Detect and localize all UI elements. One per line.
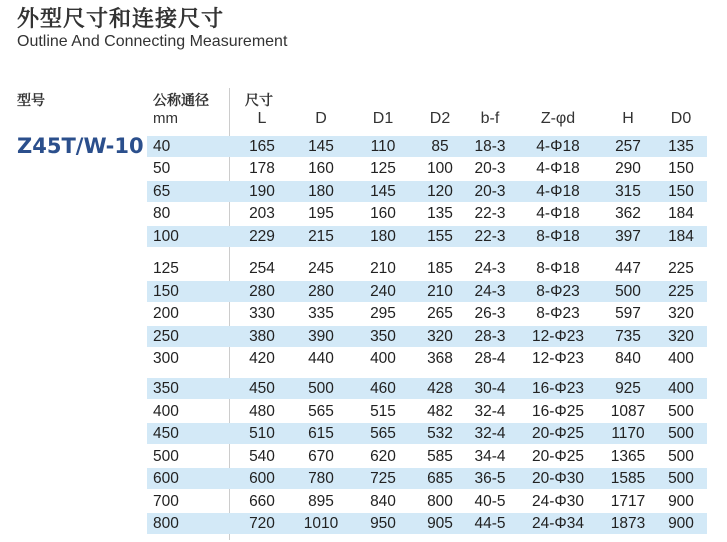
- nominal-diameter-cell: 40: [153, 138, 171, 155]
- table-cell: 1585: [610, 470, 646, 487]
- table-cell: 24-Φ30: [531, 493, 584, 510]
- column-header: D1: [372, 110, 394, 127]
- table-cell: 12-Φ23: [531, 328, 584, 345]
- table-cell: 20-Φ30: [531, 470, 584, 487]
- table-row: [147, 401, 707, 422]
- table-cell: 160: [308, 160, 334, 177]
- table-cell: 390: [308, 328, 334, 345]
- table-cell: 280: [308, 283, 334, 300]
- table-cell: 447: [615, 260, 641, 277]
- table-cell: 397: [615, 228, 641, 245]
- table-cell: 482: [427, 403, 453, 420]
- table-cell: 18-3: [474, 138, 506, 155]
- table-cell: 150: [668, 160, 694, 177]
- table-cell: 36-5: [474, 470, 506, 487]
- table-cell: 1873: [610, 515, 646, 532]
- column-header: D: [315, 110, 327, 127]
- table-cell: 20-Φ25: [531, 448, 584, 465]
- table-cell: 905: [427, 515, 453, 532]
- table-row: [147, 513, 707, 534]
- table-cell: 32-4: [474, 425, 506, 442]
- table-cell: 290: [615, 160, 641, 177]
- table-cell: 515: [370, 403, 396, 420]
- table-row: [147, 378, 707, 399]
- table-row: [147, 226, 707, 247]
- table-cell: 24-3: [474, 283, 506, 300]
- table-cell: 254: [249, 260, 275, 277]
- nominal-diameter-cell: 800: [153, 515, 179, 532]
- table-cell: 780: [308, 470, 334, 487]
- table-cell: 350: [370, 328, 396, 345]
- column-header: D0: [670, 110, 692, 127]
- nominal-diameter-cell: 700: [153, 493, 179, 510]
- table-cell: 110: [370, 138, 396, 155]
- table-cell: 165: [249, 138, 275, 155]
- table-cell: 460: [370, 380, 396, 397]
- column-header: Z-φd: [540, 110, 576, 127]
- table-cell: 500: [668, 470, 694, 487]
- table-cell: 8-Φ23: [536, 283, 580, 300]
- table-cell: 295: [370, 305, 396, 322]
- table-row: [147, 136, 707, 157]
- table-cell: 565: [308, 403, 334, 420]
- table-cell: 1717: [610, 493, 646, 510]
- table-cell: 840: [370, 493, 396, 510]
- table-cell: 28-3: [474, 328, 506, 345]
- table-cell: 1170: [611, 425, 645, 442]
- nominal-diameter-cell: 200: [153, 305, 179, 322]
- table-cell: 900: [668, 515, 694, 532]
- nominal-diameter-cell: 450: [153, 425, 179, 442]
- table-row: [147, 258, 707, 279]
- table-cell: 12-Φ23: [531, 350, 584, 367]
- table-cell: 229: [249, 228, 275, 245]
- table-cell: 16-Φ23: [531, 380, 584, 397]
- table-row: [147, 303, 707, 324]
- table-cell: 24-Φ34: [531, 515, 584, 532]
- table-cell: 265: [427, 305, 453, 322]
- table-cell: 8-Φ23: [536, 305, 580, 322]
- table-cell: 400: [668, 350, 694, 367]
- table-cell: 145: [308, 138, 334, 155]
- table-cell: 320: [427, 328, 453, 345]
- table-cell: 210: [427, 283, 453, 300]
- nominal-diameter-cell: 600: [153, 470, 179, 487]
- table-cell: 24-3: [474, 260, 506, 277]
- table-cell: 380: [249, 328, 275, 345]
- table-cell: 400: [370, 350, 396, 367]
- table-cell: 257: [615, 138, 641, 155]
- table-cell: 184: [668, 228, 694, 245]
- table-cell: 800: [427, 493, 453, 510]
- table-row: [147, 491, 707, 512]
- table-cell: 4-Φ18: [536, 183, 580, 200]
- table-row: [147, 326, 707, 347]
- table-cell: 500: [668, 448, 694, 465]
- table-cell: 245: [308, 260, 334, 277]
- table-row: [147, 158, 707, 179]
- column-header: H: [622, 110, 634, 127]
- table-cell: 720: [249, 515, 275, 532]
- table-cell: 510: [249, 425, 275, 442]
- table-cell: 16-Φ25: [531, 403, 584, 420]
- table-row: [147, 348, 707, 369]
- table-cell: 500: [615, 283, 641, 300]
- table-cell: 320: [668, 305, 694, 322]
- table-cell: 20-3: [474, 160, 506, 177]
- table-cell: 8-Φ18: [536, 228, 580, 245]
- table-cell: 900: [668, 493, 694, 510]
- table-cell: 895: [308, 493, 334, 510]
- table-cell: 145: [370, 183, 396, 200]
- table-cell: 185: [427, 260, 453, 277]
- table-cell: 660: [249, 493, 275, 510]
- table-cell: 685: [427, 470, 453, 487]
- table-cell: 532: [427, 425, 453, 442]
- table-cell: 22-3: [474, 228, 506, 245]
- nominal-diameter-cell: 125: [153, 260, 179, 277]
- nominal-diameter-cell: 250: [153, 328, 179, 345]
- table-cell: 428: [427, 380, 453, 397]
- title-english: Outline And Connecting Measurement: [17, 33, 288, 50]
- nominal-diameter-cell: 80: [153, 205, 171, 222]
- table-cell: 8-Φ18: [536, 260, 580, 277]
- table-cell: 620: [370, 448, 396, 465]
- table-row: [147, 281, 707, 302]
- table-cell: 925: [615, 380, 641, 397]
- table-cell: 615: [308, 425, 334, 442]
- header-size-label: 尺寸: [245, 93, 273, 109]
- table-cell: 600: [249, 470, 275, 487]
- table-cell: 180: [308, 183, 334, 200]
- table-cell: 362: [615, 205, 641, 222]
- table-row: [147, 181, 707, 202]
- title-chinese: 外型尺寸和连接尺寸: [17, 7, 225, 32]
- table-cell: 178: [249, 160, 275, 177]
- table-cell: 215: [308, 228, 334, 245]
- column-header: b-f: [480, 110, 500, 127]
- table-cell: 225: [668, 260, 694, 277]
- table-cell: 195: [308, 205, 334, 222]
- table-cell: 330: [249, 305, 275, 322]
- table-cell: 120: [427, 183, 453, 200]
- header-nominal-unit: mm: [153, 110, 178, 127]
- table-cell: 1010: [303, 515, 339, 532]
- nominal-diameter-cell: 65: [153, 183, 171, 200]
- nominal-diameter-cell: 150: [153, 283, 179, 300]
- nominal-diameter-cell: 100: [153, 228, 179, 245]
- table-cell: 20-Φ25: [531, 425, 584, 442]
- nominal-diameter-cell: 500: [153, 448, 179, 465]
- header-nominal-label: 公称通径: [153, 93, 209, 109]
- table-cell: 32-4: [474, 403, 506, 420]
- table-cell: 500: [668, 403, 694, 420]
- table-cell: 480: [249, 403, 275, 420]
- table-cell: 203: [249, 205, 275, 222]
- table-cell: 155: [427, 228, 453, 245]
- table-cell: 135: [427, 205, 453, 222]
- table-cell: 225: [668, 283, 694, 300]
- table-cell: 34-4: [474, 448, 506, 465]
- table-cell: 100: [427, 160, 453, 177]
- table-cell: 135: [668, 138, 694, 155]
- table-cell: 40-5: [474, 493, 506, 510]
- table-cell: 725: [370, 470, 396, 487]
- table-cell: 450: [249, 380, 275, 397]
- table-cell: 400: [668, 380, 694, 397]
- table-cell: 1365: [610, 448, 646, 465]
- table-cell: 735: [615, 328, 641, 345]
- column-header: L: [257, 110, 267, 127]
- table-cell: 180: [370, 228, 396, 245]
- table-cell: 540: [249, 448, 275, 465]
- table-cell: 585: [427, 448, 453, 465]
- table-cell: 85: [431, 138, 449, 155]
- table-cell: 280: [249, 283, 275, 300]
- table-cell: 44-5: [474, 515, 506, 532]
- table-cell: 335: [308, 305, 334, 322]
- table-cell: 4-Φ18: [536, 205, 580, 222]
- nominal-diameter-cell: 50: [153, 160, 171, 177]
- nominal-diameter-cell: 350: [153, 380, 179, 397]
- table-cell: 320: [668, 328, 694, 345]
- table-cell: 315: [615, 183, 641, 200]
- table-cell: 670: [308, 448, 334, 465]
- table-row: [147, 468, 707, 489]
- table-cell: 160: [370, 205, 396, 222]
- table-cell: 184: [668, 205, 694, 222]
- table-cell: 22-3: [474, 205, 506, 222]
- table-cell: 440: [308, 350, 334, 367]
- table-cell: 30-4: [474, 380, 506, 397]
- table-cell: 420: [249, 350, 275, 367]
- table-cell: 597: [615, 305, 641, 322]
- nominal-diameter-cell: 300: [153, 350, 179, 367]
- table-cell: 4-Φ18: [536, 138, 580, 155]
- table-cell: 950: [370, 515, 396, 532]
- table-row: [147, 423, 707, 444]
- table-cell: 565: [370, 425, 396, 442]
- table-cell: 190: [249, 183, 275, 200]
- table-cell: 210: [370, 260, 396, 277]
- table-cell: 4-Φ18: [536, 160, 580, 177]
- model-name: Z45T/W-10: [17, 134, 144, 158]
- table-cell: 20-3: [474, 183, 506, 200]
- table-cell: 150: [668, 183, 694, 200]
- table-cell: 28-4: [474, 350, 506, 367]
- table-cell: 125: [370, 160, 396, 177]
- table-cell: 26-3: [474, 305, 506, 322]
- column-header: D2: [429, 110, 451, 127]
- table-cell: 500: [308, 380, 334, 397]
- nominal-diameter-cell: 400: [153, 403, 179, 420]
- table-row: [147, 203, 707, 224]
- table-cell: 368: [427, 350, 453, 367]
- header-model-label: 型号: [17, 93, 45, 109]
- table-cell: 240: [370, 283, 396, 300]
- table-row: [147, 446, 707, 467]
- table-cell: 500: [668, 425, 694, 442]
- table-cell: 840: [615, 350, 641, 367]
- table-cell: 1087: [610, 403, 646, 420]
